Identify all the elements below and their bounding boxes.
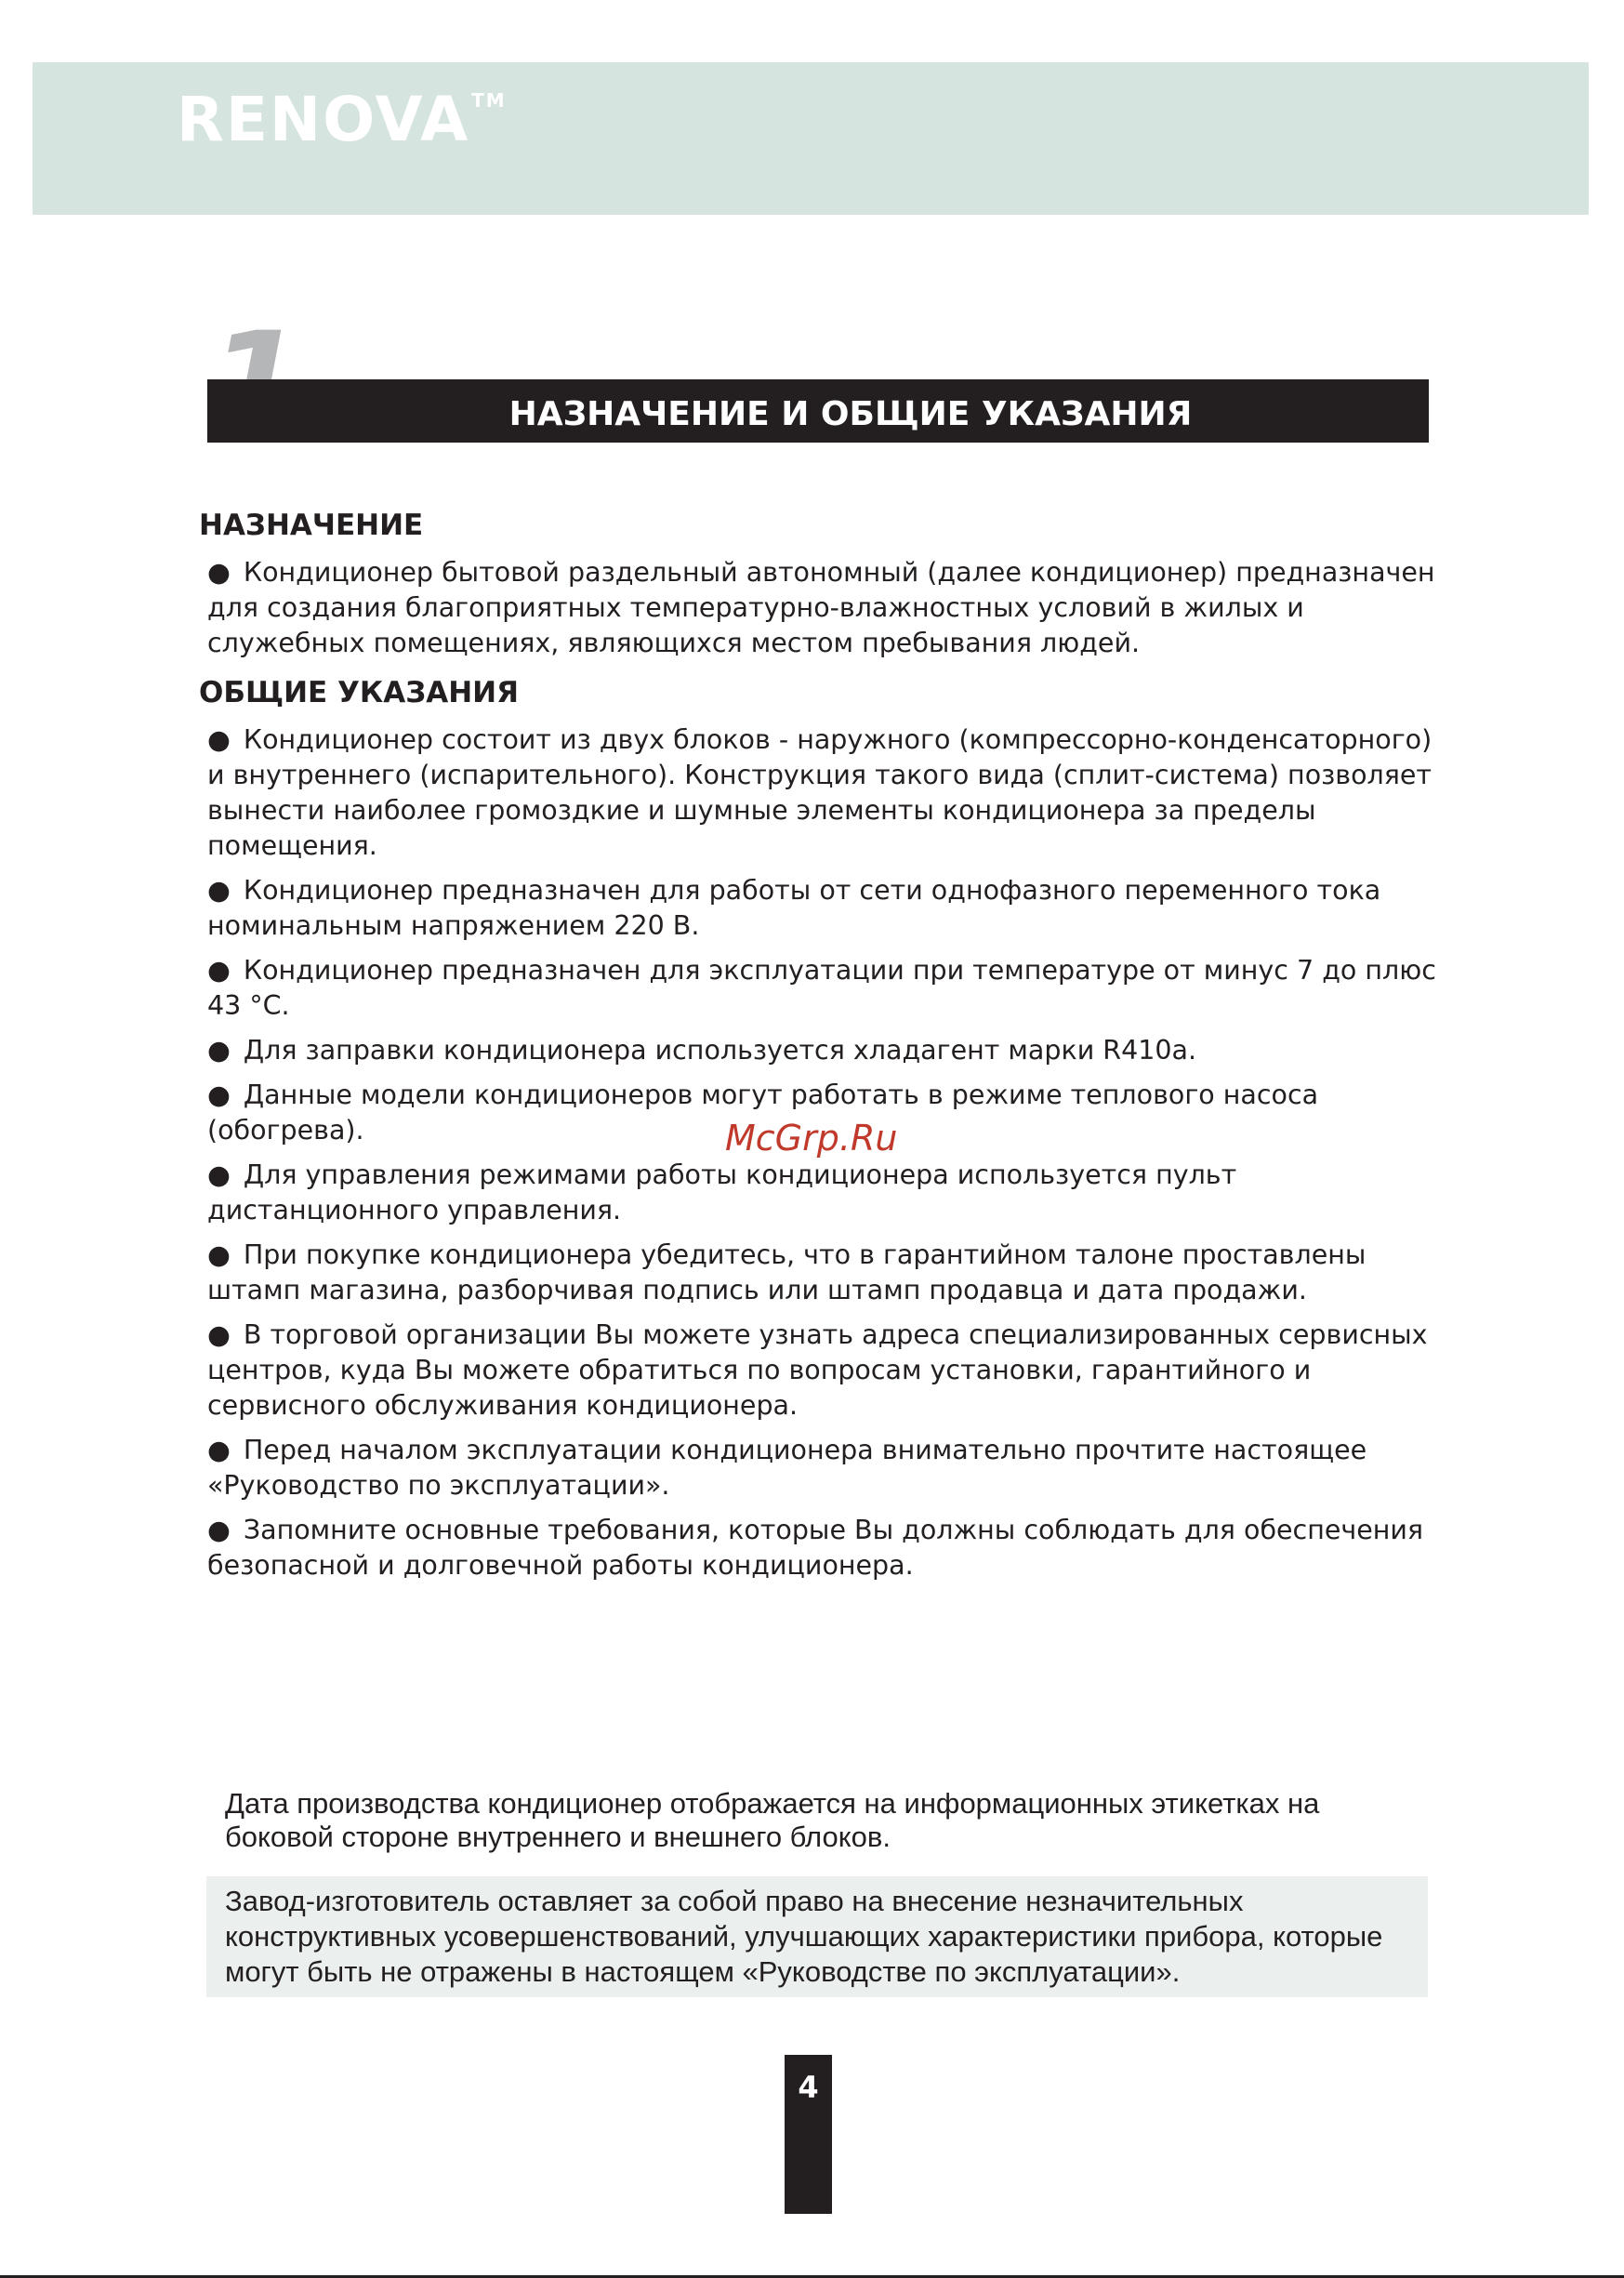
bullet-icon: ● bbox=[207, 955, 231, 986]
bullet-paragraph bbox=[207, 1318, 1445, 1424]
bullet-paragraph bbox=[207, 722, 1445, 864]
manufacturer-note: Завод-изготовитель оставляет за собой право на внесение незначительных конструктивных усовершенствований, улучшающих характеристики прибора, которые могут быть не отражены в настоящем «Руководстве по эксплуатации». bbox=[206, 1876, 1428, 1997]
bullet-icon: ● bbox=[207, 724, 231, 755]
bullet-icon: ● bbox=[207, 1515, 231, 1545]
bullet-paragraph bbox=[207, 1238, 1445, 1308]
brand-logo: RENOVA ™ bbox=[177, 84, 507, 155]
paragraph-text: Кондиционер предназначен для работы от сети однофазного переменного тока номинальным напряжением 220 В. bbox=[207, 875, 1381, 941]
purpose-heading: НАЗНАЧЕНИЕ bbox=[199, 509, 424, 542]
bullet-paragraph bbox=[207, 1033, 1445, 1068]
main-content bbox=[199, 507, 1445, 1593]
purpose-list bbox=[199, 555, 1445, 661]
bullet-paragraph bbox=[207, 1433, 1445, 1503]
page-number: 4 bbox=[785, 2055, 832, 2214]
bullet-icon: ● bbox=[207, 1435, 231, 1465]
bullet-icon: ● bbox=[207, 557, 231, 588]
watermark: McGrp.Ru bbox=[725, 1118, 898, 1159]
bullet-icon: ● bbox=[207, 1079, 231, 1110]
bullet-icon: ● bbox=[207, 1159, 231, 1190]
bullet-paragraph bbox=[207, 555, 1445, 661]
bullet-icon: ● bbox=[207, 1035, 231, 1066]
paragraph-text: Для управления режимами работы кондиционера используется пульт дистанционного управления. bbox=[207, 1159, 1237, 1225]
paragraph-text: При покупке кондиционера убедитесь, что в гарантийном талоне проставлены штамп магазина, разборчивая подпись или штамп продавца и дата продажи. bbox=[207, 1239, 1367, 1305]
paragraph-text: Данные модели кондиционеров могут работать в режиме теплового насоса (обогрева). bbox=[207, 1079, 1319, 1146]
paragraph-text: В торговой организации Вы можете узнать адреса специализированных сервисных центров, куда Вы можете обратиться по вопросам установки, гарантийного и сервисного обслуживания кондиционера. bbox=[207, 1319, 1428, 1421]
bullet-paragraph bbox=[207, 1513, 1445, 1583]
bullet-paragraph bbox=[207, 953, 1445, 1024]
general-heading: ОБЩИЕ УКАЗАНИЯ bbox=[199, 676, 519, 709]
bullet-icon: ● bbox=[207, 1239, 231, 1270]
paragraph-text: Кондиционер бытовой раздельный автономный (далее кондиционер) предназначен для создания благоприятных температурно-влажностных условий в жилых и служебных помещениях, являющихся местом пребывания людей. bbox=[207, 557, 1435, 658]
paragraph-text: Запомните основные требования, которые Вы должны соблюдать для обеспечения безопасной и долговечной работы кондиционера. bbox=[207, 1515, 1424, 1581]
bullet-icon: ● bbox=[207, 1319, 231, 1350]
section-title: НАЗНАЧЕНИЕ И ОБЩИЕ УКАЗАНИЯ bbox=[207, 379, 1429, 443]
paragraph-text: Кондиционер состоит из двух блоков - наружного (компрессорно-конденсаторного) и внутреннего (испарительного). Конструкция такого вида (сплит-система) позволяет вынести наиболее громоздкие и шумные элементы кондиционера за пределы помещения. bbox=[207, 724, 1433, 861]
paragraph-text: Перед началом эксплуатации кондиционера внимательно прочтите настоящее «Руководство по эксплуатации». bbox=[207, 1435, 1367, 1501]
paragraph-text: Для заправки кондиционера используется хладагент марки R410a. bbox=[243, 1035, 1197, 1066]
bullet-icon: ● bbox=[207, 875, 231, 906]
bullet-paragraph bbox=[207, 1158, 1445, 1228]
bullet-paragraph bbox=[207, 873, 1445, 944]
production-date-note: Дата производства кондиционер отображается на информационных этикетках на боковой стороне внутреннего и внешнего блоков. bbox=[225, 1787, 1320, 1853]
paragraph-text: Кондиционер предназначен для эксплуатации при температуре от минус 7 до плюс 43 °С. bbox=[207, 955, 1436, 1021]
